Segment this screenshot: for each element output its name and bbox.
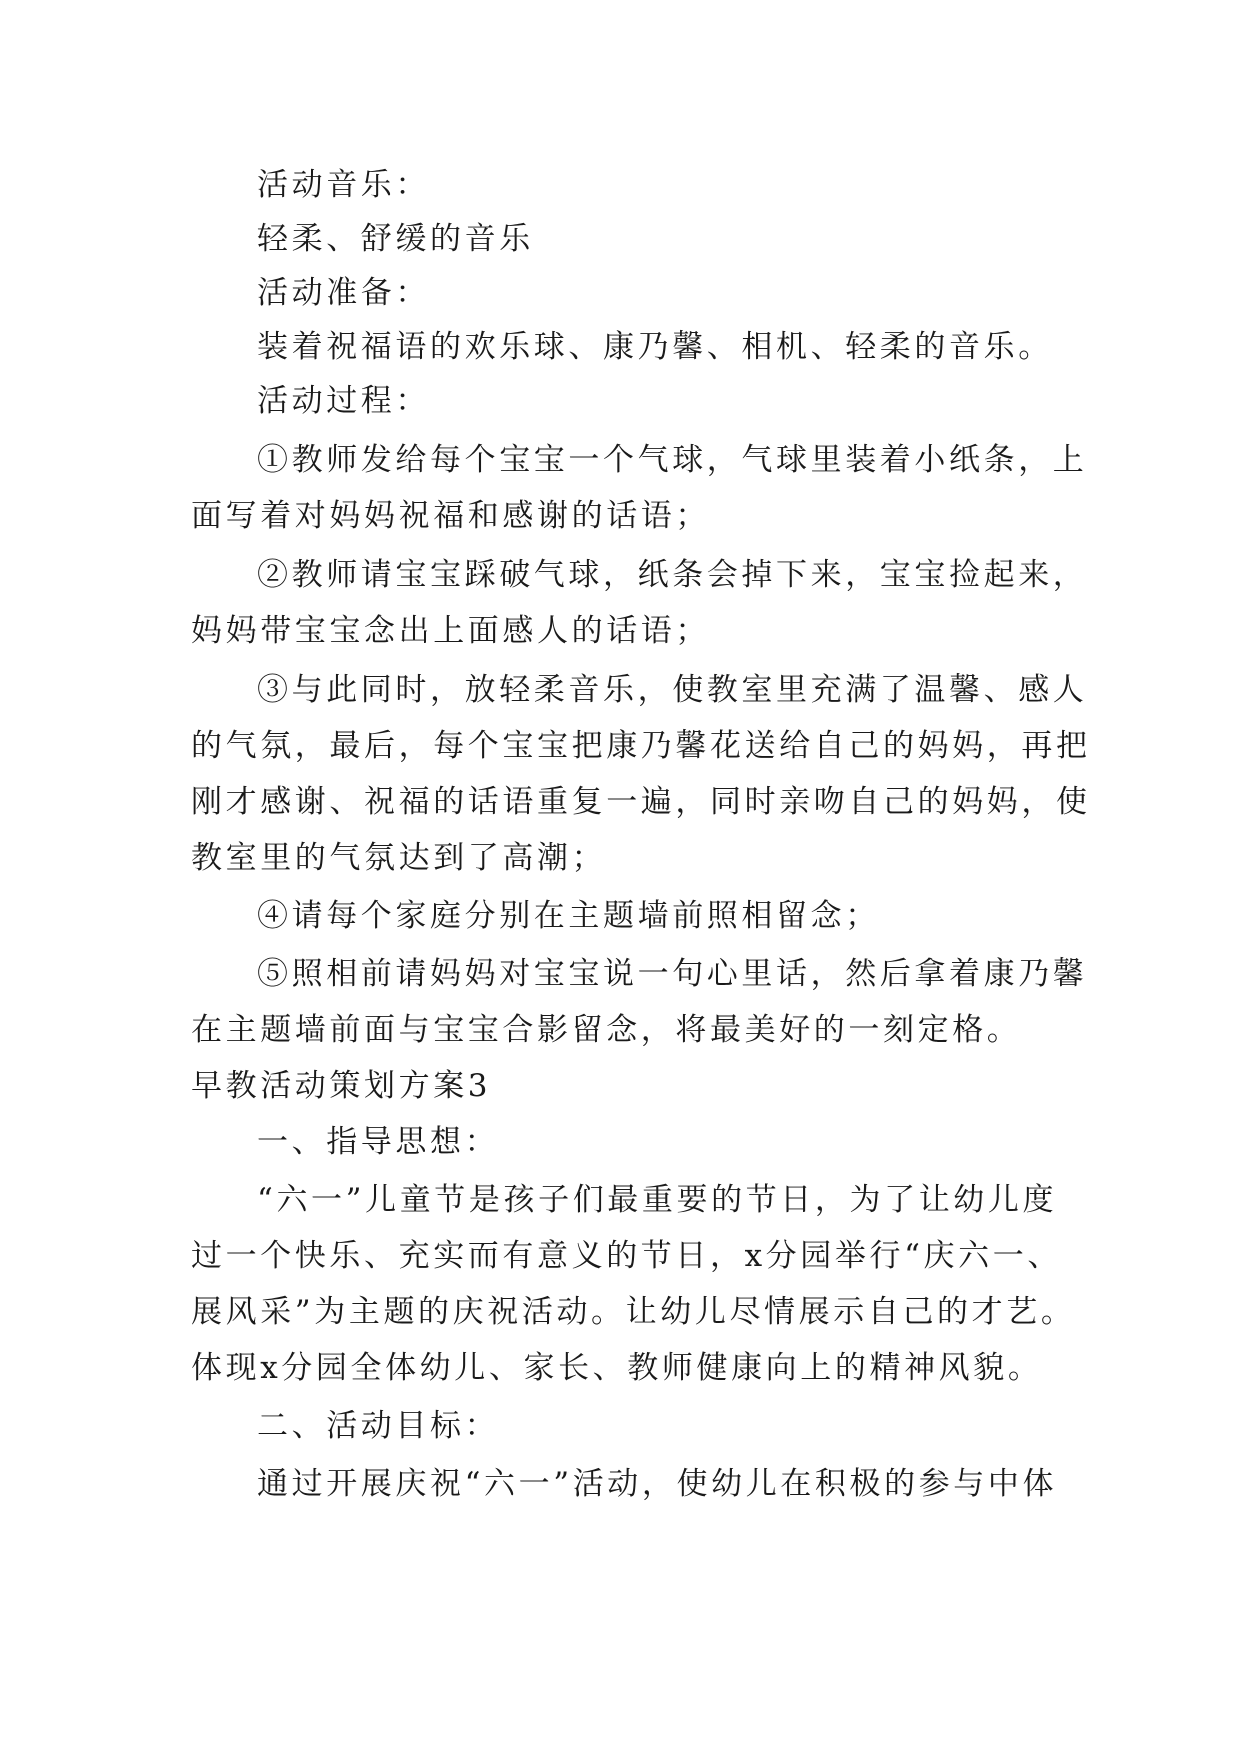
- paragraph-line: 的气氛，最后，每个宝宝把康乃馨花送给自己的妈妈，再把: [191, 728, 1091, 764]
- paragraph-line: 在主题墙前面与宝宝合影留念，将最美好的一刻定格。: [191, 1012, 1022, 1048]
- paragraph-line: ②教师请宝宝踩破气球，纸条会掉下来，宝宝捡起来，: [257, 557, 1088, 593]
- paragraph-line: ④请每个家庭分别在主题墙前照相留念；: [257, 898, 880, 934]
- paragraph-line: 体现x分园全体幼儿、家长、教师健康向上的精神风貌。: [191, 1350, 1043, 1386]
- paragraph-line: 展风采”为主题的庆祝活动。让幼儿尽情展示自己的才艺。: [191, 1294, 1076, 1330]
- paragraph-line: ③与此同时，放轻柔音乐，使教室里充满了温馨、感人: [257, 672, 1088, 708]
- paragraph-line: ⑤照相前请妈妈对宝宝说一句心里话，然后拿着康乃馨: [257, 956, 1088, 992]
- heading-activity-goal: 二、活动目标：: [257, 1408, 500, 1444]
- paragraph-line: 面写着对妈妈祝福和感谢的话语；: [191, 498, 710, 534]
- heading-activity-music: 活动音乐：: [257, 167, 430, 203]
- heading-activity-preparation: 活动准备：: [257, 275, 430, 311]
- paragraph-line: 装着祝福语的欢乐球、康乃馨、相机、轻柔的音乐。: [257, 329, 1053, 365]
- section-title: 早教活动策划方案3: [191, 1068, 492, 1104]
- paragraph-line: ①教师发给每个宝宝一个气球，气球里装着小纸条，上: [257, 442, 1088, 478]
- paragraph-line: 过一个快乐、充实而有意义的节日，x分园举行“庆六一、: [191, 1238, 1062, 1274]
- paragraph-line: 妈妈带宝宝念出上面感人的话语；: [191, 613, 710, 649]
- paragraph-line: 教室里的气氛达到了高潮；: [191, 840, 607, 876]
- paragraph-line: 刚才感谢、祝福的话语重复一遍，同时亲吻自己的妈妈，使: [191, 784, 1091, 820]
- heading-guiding-thought: 一、指导思想：: [257, 1124, 500, 1160]
- paragraph-line: “六一”儿童节是孩子们最重要的节日，为了让幼儿度: [257, 1182, 1058, 1218]
- paragraph-line: 通过开展庆祝“六一”活动，使幼儿在积极的参与中体: [257, 1466, 1058, 1502]
- heading-activity-process: 活动过程：: [257, 383, 430, 419]
- paragraph-line: 轻柔、舒缓的音乐: [257, 221, 534, 257]
